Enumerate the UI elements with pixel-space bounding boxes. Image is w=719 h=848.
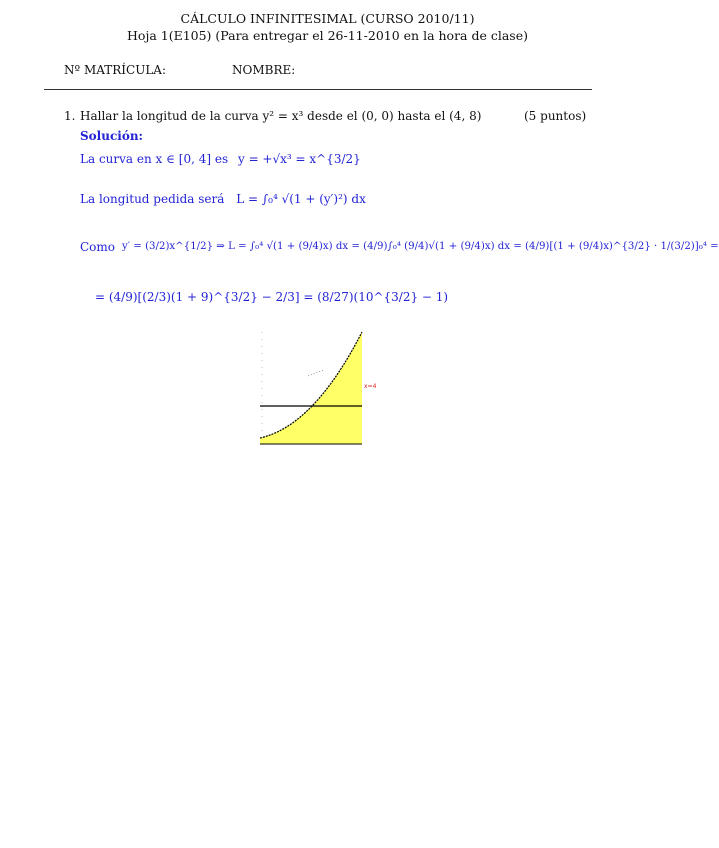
solution-heading: Solución: bbox=[80, 129, 143, 143]
figure-label: x=4 bbox=[364, 383, 377, 390]
solution-line-2-math: L = ∫₀⁴ √(1 + (y′)²) dx bbox=[236, 192, 366, 206]
nombre-label: NOMBRE: bbox=[232, 63, 296, 77]
solution-line-1-math: y = +√x³ = x^{3/2} bbox=[237, 152, 361, 166]
problem-statement: Hallar la longitud de la curva y² = x³ desde el (0, 0) hasta el (4, 8) bbox=[80, 109, 482, 123]
solution-line-2 bbox=[80, 192, 366, 206]
header-divider bbox=[44, 89, 592, 90]
curve-figure bbox=[254, 326, 377, 446]
page-title: CÁLCULO INFINITESIMAL (CURSO 2010/11) bbox=[180, 11, 475, 26]
solution-line-3 bbox=[80, 240, 115, 254]
page-subtitle: Hoja 1(E105) (Para entregar el 26-11-2010 en la hora de clase) bbox=[127, 28, 528, 43]
dashed-note bbox=[308, 370, 324, 376]
solution-line-3-math: y′ = (3/2)x^{1/2} ⇒ L = ∫₀⁴ √(1 + (9/4)x) dx = (4/9)∫₀⁴ (9/4)√(1 + (9/4)x) dx = (4/9)[(1 + (9/4)x)^{3/2} · 1/(3/2)]₀⁴ = bbox=[122, 241, 719, 252]
solution-line-1-text: La curva en x ∈ [0, 4] es bbox=[80, 152, 229, 166]
solution-line-1 bbox=[80, 152, 361, 166]
matricula-label: Nº MATRÍCULA: bbox=[64, 63, 167, 77]
shaded-region bbox=[260, 332, 362, 444]
problem-points: (5 puntos) bbox=[524, 109, 587, 123]
solution-line-4-math: = (4/9)[(2/3)(1 + 9)^{3/2} − 2/3] = (8/27)(10^{3/2} − 1) bbox=[95, 290, 449, 304]
problem-number: 1. bbox=[64, 109, 76, 123]
solution-line-3-text: Como bbox=[80, 240, 116, 254]
solution-line-2-text: La longitud pedida será bbox=[80, 192, 225, 206]
